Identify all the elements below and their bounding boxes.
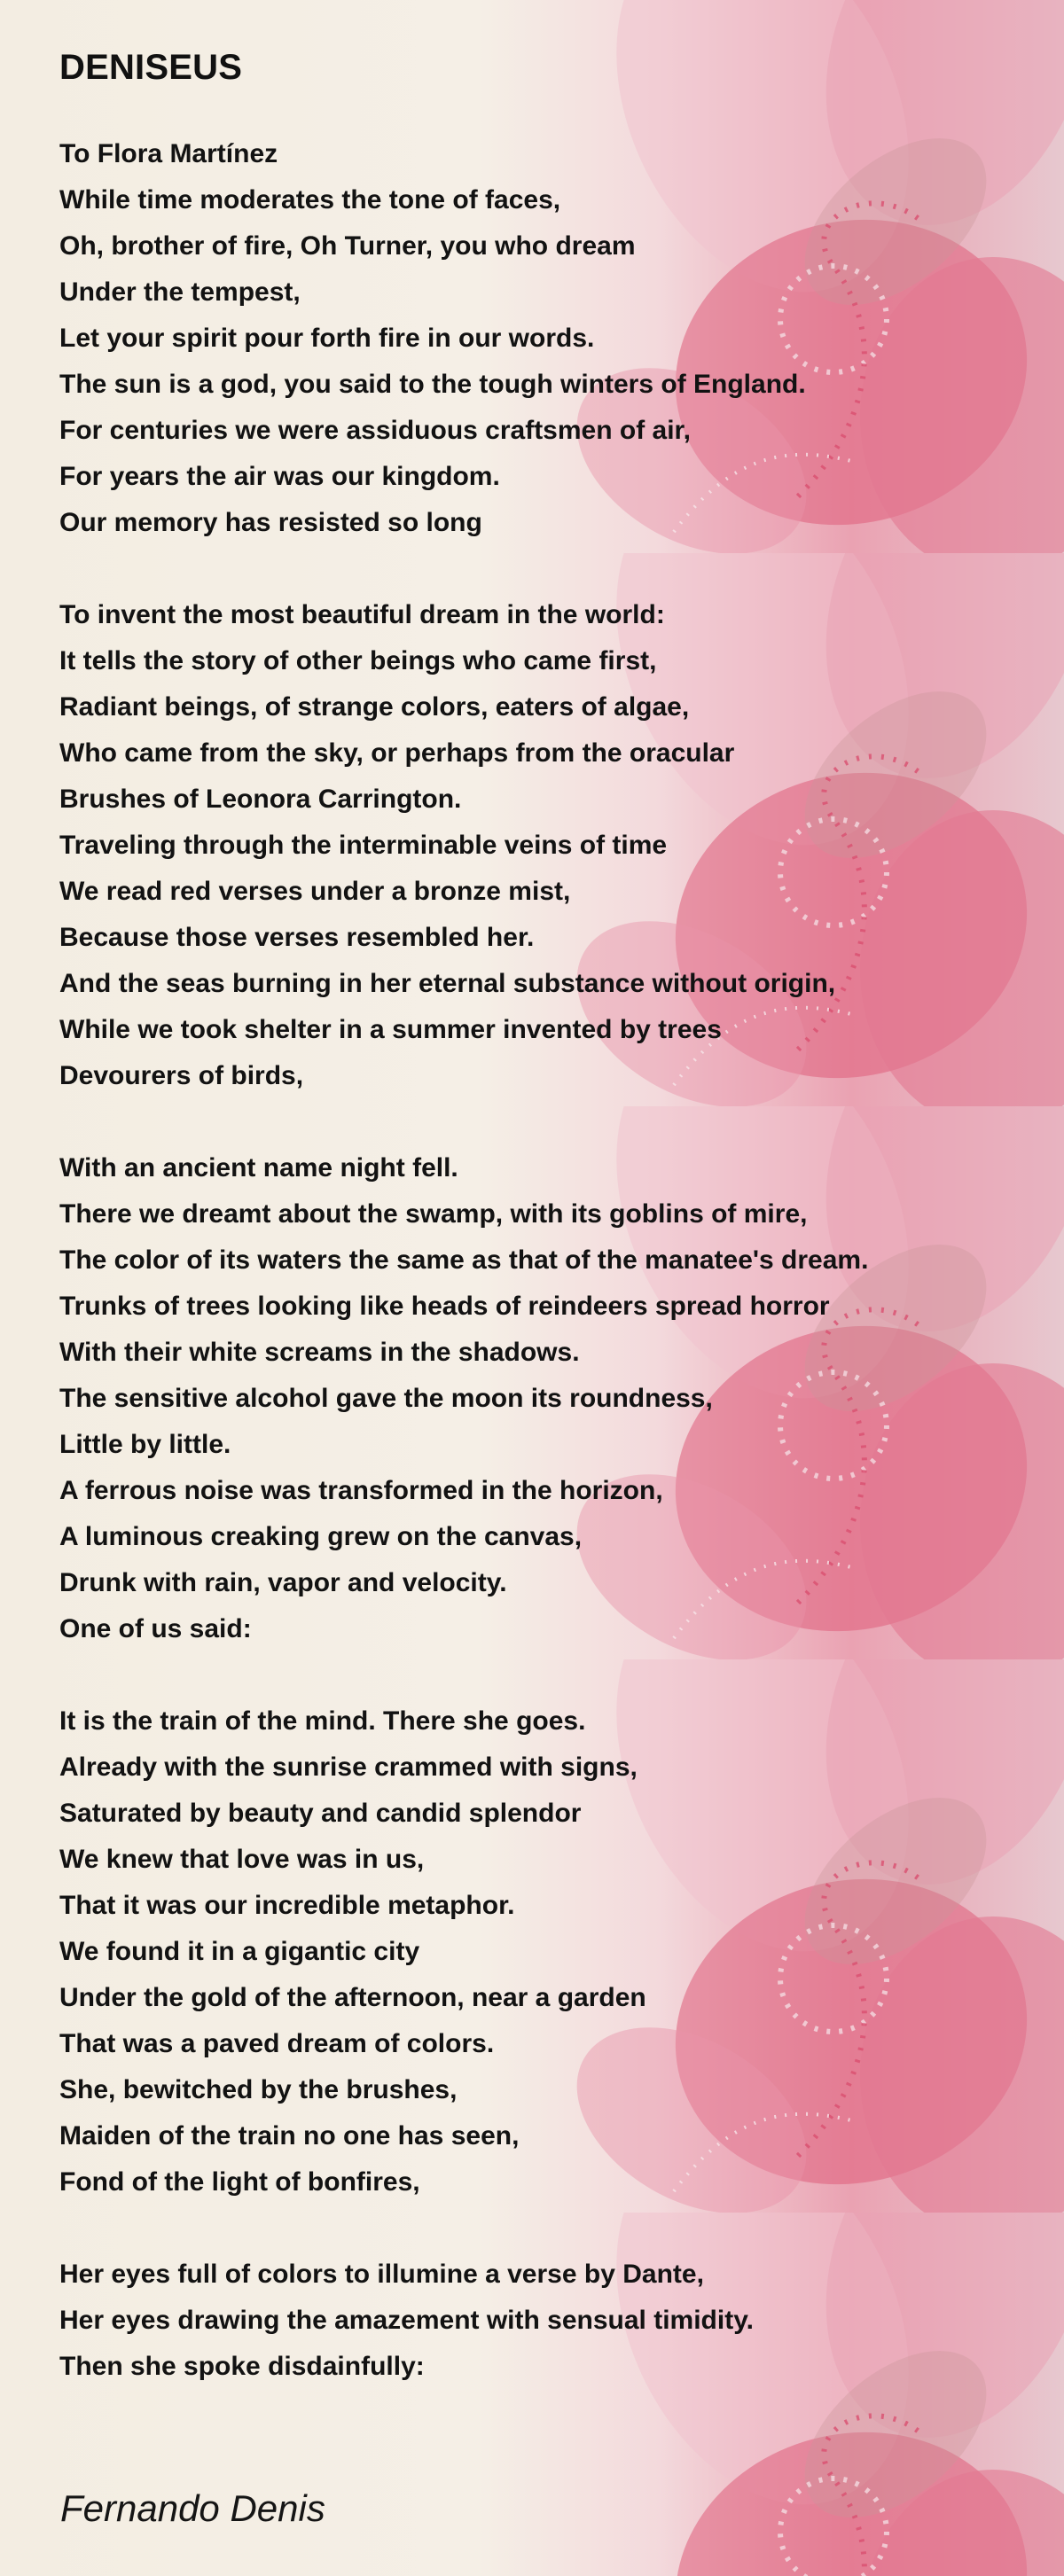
poem-line: The sun is a god, you said to the tough winters of England. <box>59 370 806 399</box>
poem-line: Devourers of birds, <box>59 1061 304 1090</box>
poem-line: While time moderates the tone of faces, <box>59 185 561 215</box>
poem-line: For years the air was our kingdom. <box>59 462 500 491</box>
poem-line: That it was our incredible metaphor. <box>59 1891 515 1920</box>
poem-line: A ferrous noise was transformed in the horizon, <box>59 1476 663 1505</box>
poem-line: And the seas burning in her eternal substance without origin, <box>59 969 836 998</box>
poem-line: To Flora Martínez <box>59 139 278 168</box>
poem-line: It tells the story of other beings who came first, <box>59 646 657 675</box>
poem-line: With their white screams in the shadows. <box>59 1338 580 1367</box>
stanza-break <box>59 1099 1035 1145</box>
poem-line: Under the gold of the afternoon, near a garden <box>59 1983 646 2012</box>
poem-line: We found it in a gigantic city <box>59 1937 420 1966</box>
poem-line: Traveling through the interminable veins of time <box>59 831 668 860</box>
poem-line: There we dreamt about the swamp, with its goblins of mire, <box>59 1199 808 1229</box>
stanza-break <box>59 1652 1035 1698</box>
poem-line: Let your spirit pour forth fire in our words. <box>59 324 595 353</box>
poem-line: To invent the most beautiful dream in the world: <box>59 600 665 629</box>
poem-line: Drunk with rain, vapor and velocity. <box>59 1568 507 1597</box>
stanza-break <box>59 546 1035 592</box>
poem-body <box>59 131 1035 2390</box>
stanza-break <box>59 2205 1035 2252</box>
poem-line: She, bewitched by the brushes, <box>59 2075 458 2104</box>
poem-line: Radiant beings, of strange colors, eaters of algae, <box>59 692 690 722</box>
poem-title: DENISEUS <box>59 48 243 87</box>
poem-line: Maiden of the train no one has seen, <box>59 2121 520 2151</box>
poem-line: Already with the sunrise crammed with signs, <box>59 1752 638 1782</box>
poem-line: Then she spoke disdainfully: <box>59 2352 425 2381</box>
poem-line: It is the train of the mind. There she goes. <box>59 1706 586 1736</box>
poem-line: Oh, brother of fire, Oh Turner, you who dream <box>59 231 636 261</box>
poem-line: A luminous creaking grew on the canvas, <box>59 1522 583 1551</box>
poem-line: The sensitive alcohol gave the moon its roundness, <box>59 1384 713 1413</box>
poem-line: That was a paved dream of colors. <box>59 2029 495 2058</box>
poem-line: Her eyes drawing the amazement with sensual timidity. <box>59 2306 755 2335</box>
poem-line: Our memory has resisted so long <box>59 508 482 537</box>
poem-line: We knew that love was in us, <box>59 1845 425 1874</box>
poem-line: We read red verses under a bronze mist, <box>59 877 571 906</box>
poem-line: Trunks of trees looking like heads of reindeers spread horror <box>59 1292 830 1321</box>
poem-line: While we took shelter in a summer invented by trees <box>59 1015 722 1044</box>
poem-author: Fernando Denis <box>60 2487 325 2529</box>
poem-line: Her eyes full of colors to illumine a verse by Dante, <box>59 2260 704 2289</box>
poem-line: Under the tempest, <box>59 277 301 307</box>
poem-line: Saturated by beauty and candid splendor <box>59 1799 582 1828</box>
poem-line: Fond of the light of bonfires, <box>59 2167 420 2197</box>
poem-line: Because those verses resembled her. <box>59 923 535 952</box>
poem-line: Who came from the sky, or perhaps from the oracular <box>59 738 735 768</box>
poem-line: For centuries we were assiduous craftsmen of air, <box>59 416 691 445</box>
poem-line: The color of its waters the same as that of the manatee's dream. <box>59 1245 869 1275</box>
poem-line: Little by little. <box>59 1430 231 1459</box>
poem-line: One of us said: <box>59 1614 252 1643</box>
poem-line: Brushes of Leonora Carrington. <box>59 785 462 814</box>
poem-line: With an ancient name night fell. <box>59 1153 458 1183</box>
